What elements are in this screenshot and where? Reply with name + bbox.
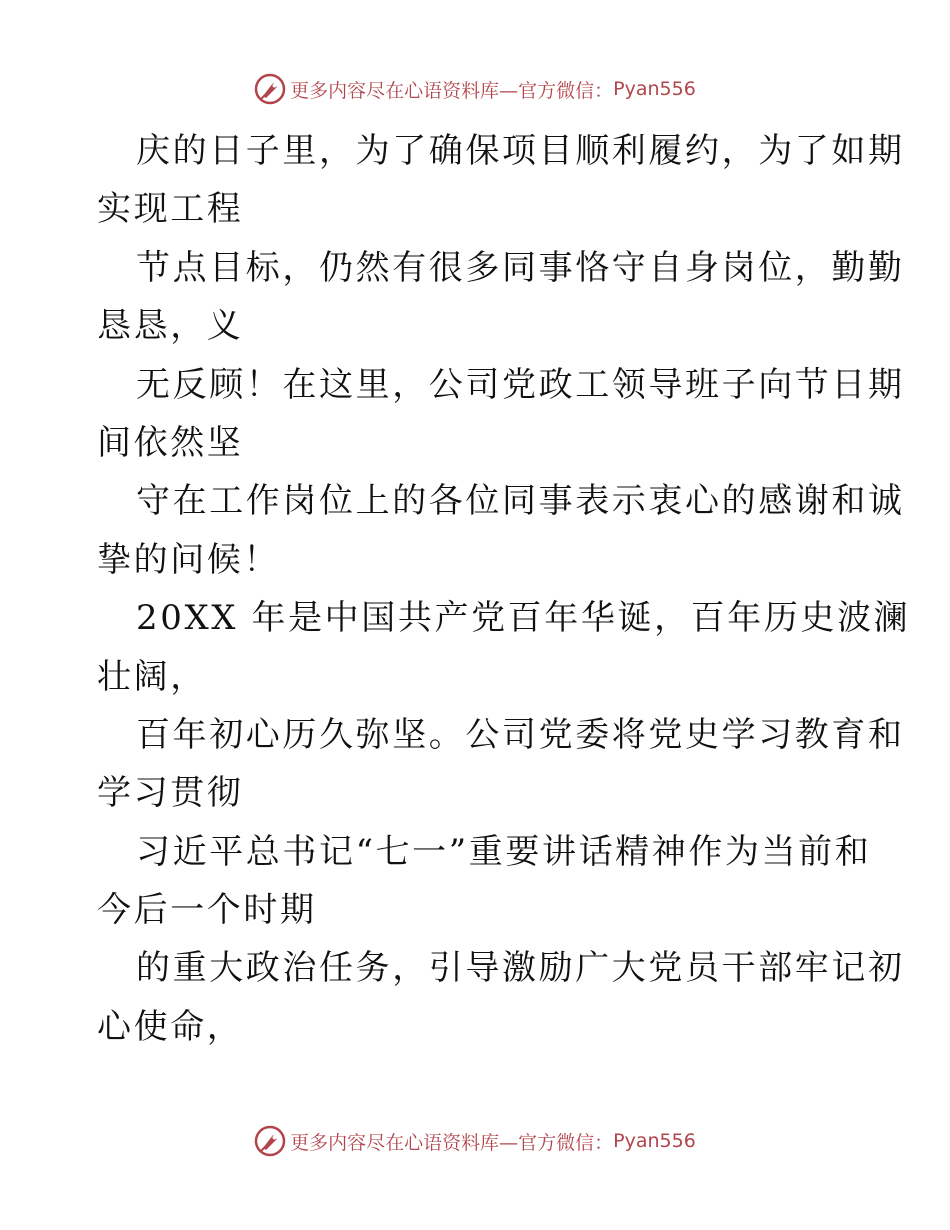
body-line: 恳恳，义 bbox=[97, 306, 244, 347]
wechat-id: Pyan556 bbox=[613, 1130, 696, 1152]
body-line: 挚的问候！ bbox=[97, 539, 280, 580]
body-line: 守在工作岗位上的各位同事表示衷心的感谢和诚 bbox=[136, 481, 905, 522]
document-body bbox=[97, 122, 911, 1056]
body-line: 实现工程 bbox=[97, 189, 244, 230]
body-line: 的重大政治任务，引导激励广大党员干部牢记初 bbox=[136, 948, 905, 989]
body-line: 学习贯彻 bbox=[97, 773, 244, 814]
body-line: 无反顾！在这里，公司党政工领导班子向节日期 bbox=[136, 364, 905, 405]
body-line: 百年初心历久弥坚。公司党委将党史学习教育和 bbox=[136, 714, 905, 755]
body-line: 20XX 年是中国共产党百年华诞，百年历史波澜 bbox=[136, 598, 911, 639]
body-line: 庆的日子里，为了确保项目顺利履约，为了如期 bbox=[136, 131, 905, 171]
banner-text: 更多内容尽在心语资料库—官方微信： bbox=[290, 79, 614, 102]
body-line: 壮阔， bbox=[97, 656, 207, 697]
header-banner bbox=[0, 72, 950, 106]
wechat-id: Pyan556 bbox=[613, 78, 696, 100]
body-line: 习近平总书记“七一”重要讲话精神作为当前和 bbox=[136, 831, 872, 872]
body-line: 节点目标，仍然有很多同事恪守自身岗位，勤勤 bbox=[136, 247, 905, 288]
pen-nib-logo-icon bbox=[254, 1125, 286, 1157]
footer-banner bbox=[0, 1124, 950, 1158]
pen-nib-logo-icon bbox=[254, 73, 286, 105]
body-line: 今后一个时期 bbox=[97, 890, 317, 931]
body-line: 心使命， bbox=[97, 1006, 244, 1047]
body-line: 间依然坚 bbox=[97, 422, 244, 463]
banner-text: 更多内容尽在心语资料库—官方微信： bbox=[290, 1131, 614, 1154]
